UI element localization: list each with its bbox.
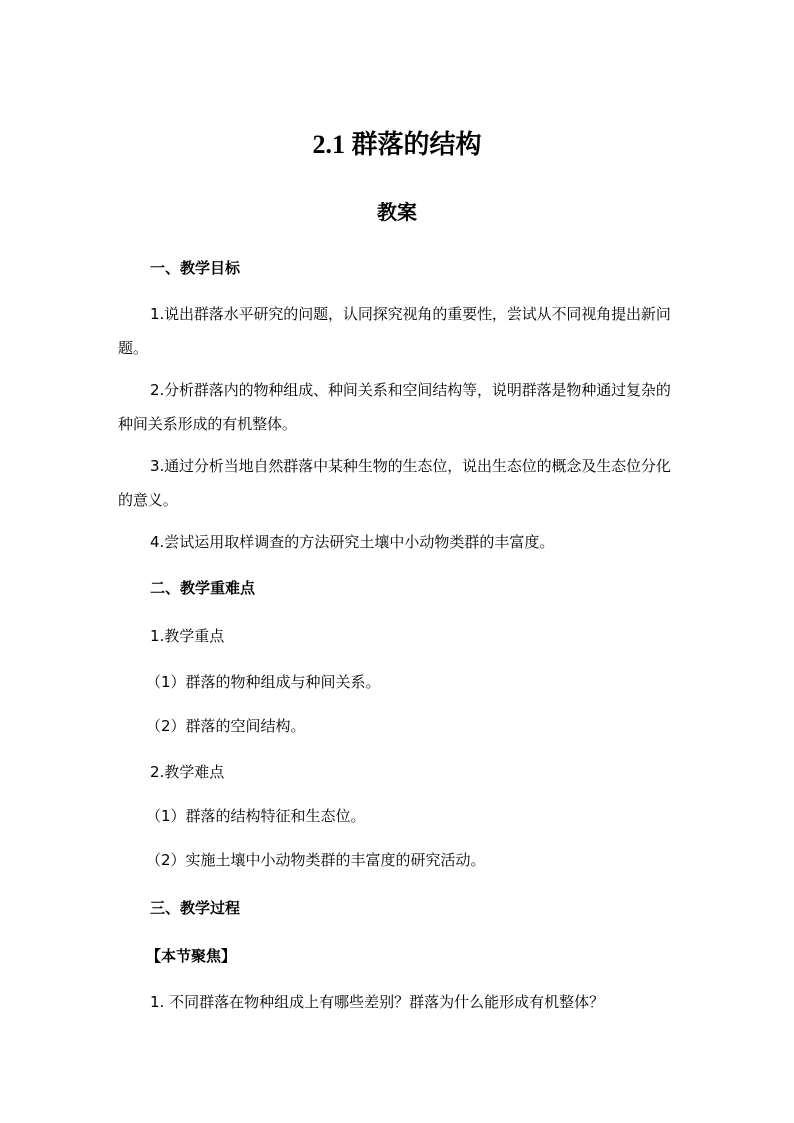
- document-title: 2.1 群落的结构: [312, 130, 482, 159]
- key-point-item: （2）群落的空间结构。: [146, 717, 306, 735]
- section-heading-key-difficulties: 二、教学重难点: [150, 579, 256, 597]
- focus-question: 1. 不同群落在物种组成上有哪些差别？群落为什么能形成有机整体？: [150, 993, 605, 1011]
- objective-item: 4.尝试运用取样调查的方法研究土壤中小动物类群的丰富度。: [150, 533, 555, 551]
- objective-item: 3.通过分析当地自然群落中某种生物的生态位，说出生态位的概念及生态位分化的意义。: [118, 457, 671, 509]
- key-points-heading: 1.教学重点: [150, 627, 225, 645]
- focus-label: 【本节聚焦】: [146, 947, 237, 965]
- objective-item: 2.分析群落内的物种组成、种间关系和空间结构等，说明群落是物种通过复杂的种间关系形成的有机整体。: [118, 381, 671, 433]
- document-subtitle: 教案: [377, 200, 417, 224]
- section-heading-objectives: 一、教学目标: [150, 259, 241, 277]
- difficulty-item: （1）群落的结构特征和生态位。: [146, 807, 366, 825]
- difficulty-item: （2）实施土壤中小动物类群的丰富度的研究活动。: [146, 851, 486, 869]
- key-point-item: （1）群落的物种组成与种间关系。: [146, 673, 381, 691]
- objective-item: 1.说出群落水平研究的问题，认同探究视角的重要性，尝试从不同视角提出新问题。: [118, 305, 671, 357]
- section-heading-process: 三、教学过程: [150, 899, 241, 917]
- difficulties-heading: 2.教学难点: [150, 763, 225, 781]
